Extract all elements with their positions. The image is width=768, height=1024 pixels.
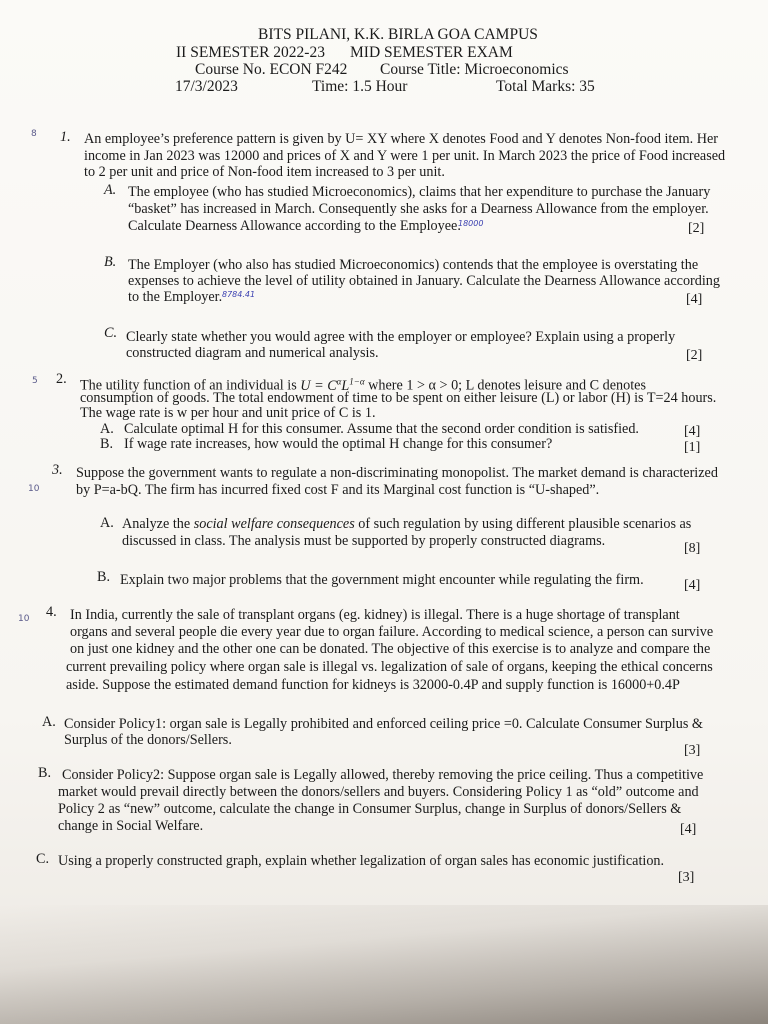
q4c-line-1: Using a properly constructed graph, explain whether legalization of organ sales has economic justification. [58, 853, 665, 869]
q1a-handwritten-note: 18000 [458, 219, 484, 228]
q4b-line-3: Policy 2 as “new” outcome, calculate the change in Consumer Surplus, change in Surplus of donors/Sellers & [58, 801, 682, 817]
q3a-line-1 [122, 516, 691, 532]
semester-label: II SEMESTER 2022-23 [176, 44, 325, 61]
course-title: Course Title: Microeconomics [380, 61, 569, 78]
q3a-line-2: discussed in class. The analysis must be supported by properly constructed diagrams. [122, 533, 606, 549]
q1-line-3: to 2 per unit and price of Non-food item increased to 3 per unit. [84, 164, 445, 180]
q4a-line-2: Surplus of the donors/Sellers. [64, 732, 232, 748]
q3b-text: Explain two major problems that the government might encounter while regulating the firm. [120, 572, 644, 588]
q3a-emphasis: social welfare consequences [193, 516, 355, 532]
q1-number: 1. [60, 129, 71, 145]
q3a-line-1-start: Analyze the [122, 516, 194, 532]
q4b-marks: [4] [680, 822, 697, 837]
exam-label: MID SEMESTER EXAM [350, 44, 513, 61]
q4-number: 4. [46, 604, 57, 620]
q2-line-1-start: The utility function of an individual is [80, 377, 301, 394]
course-number: Course No. ECON F242 [195, 61, 348, 78]
exam-date: 17/3/2023 [175, 78, 238, 95]
q1c-marks: [2] [686, 348, 703, 363]
q3-number: 3. [52, 462, 63, 478]
q1a-label: A. [104, 182, 117, 198]
page-shadow [0, 905, 768, 1024]
q2-line-2: consumption of goods. The total endowment of time to be spent on either leisure (L) or labor (H) is T=24 hours. [80, 390, 717, 406]
q1c-line-2: constructed diagram and numerical analysis. [126, 345, 379, 361]
q2-number: 2. [56, 371, 67, 387]
q2a-label: A. [100, 421, 114, 437]
q4-line-1: In India, currently the sale of transplant organs (eg. kidney) is illegal. There is a huge shortage of transplant [70, 607, 680, 623]
q4a-marks: [3] [684, 743, 701, 758]
q1a-line-1: The employee (who has studied Microeconomics), claims that her expenditure to purchase the January [128, 184, 711, 200]
q3b-label: B. [97, 569, 111, 585]
q3b-marks: [4] [684, 578, 701, 593]
q1b-label: B. [104, 254, 117, 270]
q1a-line-2: “basket” has increased in March. Consequently she asks for a Dearness Allowance from the employer. [128, 201, 709, 217]
q1c-line-1: Clearly state whether you would agree with the employer or employee? Explain using a properly [126, 329, 676, 345]
q4-line-2: organs and several people die every year due to organ failure. According to medical science, a person can survive [70, 624, 714, 640]
q2-line-1-end: L denotes leisure and C denotes [465, 377, 646, 394]
q2a-marks: [4] [684, 424, 701, 439]
q1c-label: C. [104, 325, 118, 341]
q4c-label: C. [36, 851, 50, 867]
q4b-line-4: change in Social Welfare. [58, 818, 204, 834]
q1a-marks: [2] [688, 221, 705, 236]
q3a-line-1-end: of such regulation by using different plausible scenarios as [354, 516, 692, 532]
q2b-text: If wage rate increases, how would the optimal H change for this consumer? [124, 436, 553, 452]
q3-line-2: by P=a-bQ. The firm has incurred fixed cost F and its Marginal cost function is “U-shaped”. [76, 482, 600, 498]
q1b-line-3: to the Employer. [128, 289, 223, 305]
q1b-handwritten-note: 8784.41 [222, 290, 256, 299]
q4-margin-score: 10 [18, 614, 30, 624]
q1-line-2: income in Jan 2023 was 12000 and prices of X and Y were 1 per unit. In March 2023 the price of Food increased [84, 148, 726, 164]
q2a-text: Calculate optimal H for this consumer. Assume that the second order condition is satisfied. [124, 421, 639, 437]
q1a-line-3: Calculate Dearness Allowance according to the Employee. [128, 218, 461, 234]
q4-line-3: on just one kidney and the other one can be donated. The objective of this exercise is to analyze and compare the [70, 641, 711, 657]
q1-margin-score: 8 [31, 129, 37, 139]
q2-margin-score: 5 [32, 376, 38, 386]
q3-margin-score: 10 [28, 484, 40, 494]
q1b-line-1: The Employer (who also has studied Microeconomics) contends that the employee is overstating the [128, 257, 699, 273]
q4b-label: B. [38, 765, 52, 781]
q2-condition: where 1 > α > 0; [368, 377, 463, 394]
total-marks: Total Marks: 35 [496, 78, 595, 95]
institution-title: BITS PILANI, K.K. BIRLA GOA CAMPUS [258, 26, 538, 43]
exam-time: Time: 1.5 Hour [312, 78, 408, 95]
q4c-marks: [3] [678, 870, 695, 885]
q1-line-1: An employee’s preference pattern is given by U= XY where X denotes Food and Y denotes Non-food item. Her [84, 131, 719, 147]
q4b-line-1: Consider Policy2: Suppose organ sale is Legally allowed, thereby removing the price ceiling. Thus a competitive [62, 767, 704, 783]
q3a-marks: [8] [684, 541, 701, 556]
q4b-line-2: market would prevail directly between the donors/sellers and buyers. Considering Policy 1 as “old” outcome and [58, 784, 699, 800]
q2b-label: B. [100, 436, 114, 452]
q4a-line-1: Consider Policy1: organ sale is Legally prohibited and enforced ceiling price =0. Calculate Consumer Surplus & [64, 716, 703, 732]
q4-line-5: aside. Suppose the estimated demand function for kidneys is 32000-0.4P and supply function is 16000+0.4P [66, 677, 680, 693]
q1b-line-2: expenses to achieve the level of utility obtained in January. Calculate the Dearness Allowance according [128, 273, 720, 289]
q1b-marks: [4] [686, 292, 703, 307]
q3a-label: A. [100, 515, 114, 531]
q4-line-4: current prevailing policy where organ sale is illegal vs. legalization of sale of organs, keeping the ethical concerns [66, 659, 713, 675]
q2b-marks: [1] [684, 440, 701, 455]
q2-utility-formula: $U = C^\alpha L^{1-\alpha}$ [300, 376, 365, 394]
q4a-label: A. [42, 714, 56, 730]
q3-line-1: Suppose the government wants to regulate a non-discriminating monopolist. The market demand is characterized [76, 465, 718, 481]
q2-line-3: The wage rate is w per hour and unit price of C is 1. [80, 405, 376, 421]
